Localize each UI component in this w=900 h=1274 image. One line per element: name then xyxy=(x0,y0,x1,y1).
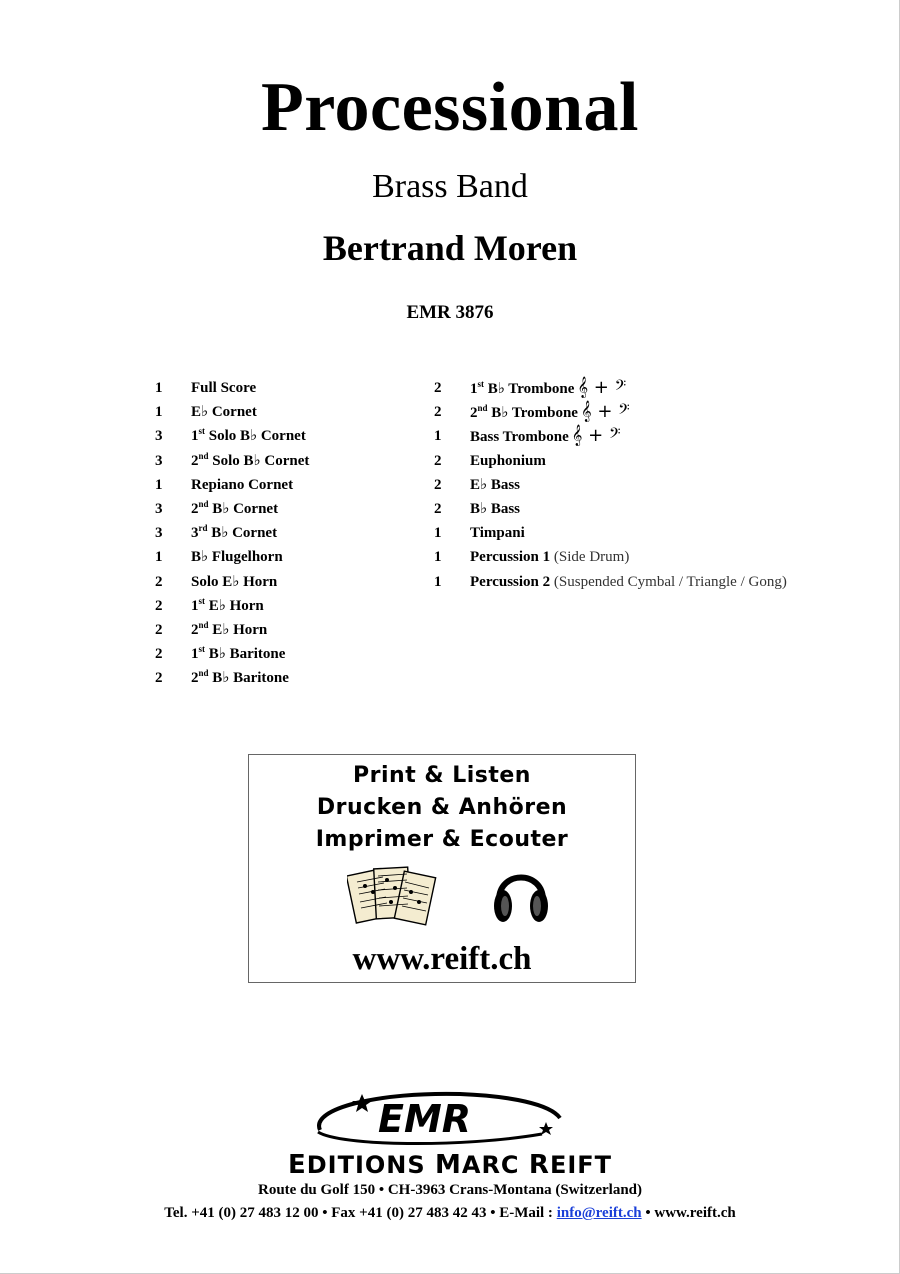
instrument-label xyxy=(470,475,520,495)
instrument-quantity: 3 xyxy=(155,428,163,445)
instrument-label: 3rd B♭ Cornet xyxy=(191,523,278,542)
instrument-row xyxy=(155,451,425,475)
instrument-row xyxy=(155,475,425,499)
instrument-row xyxy=(155,620,425,644)
instrument-label: 2nd B♭ Trombone 𝄞 + 𝄢 xyxy=(470,401,630,423)
instrument-label xyxy=(191,475,293,495)
instrument-label xyxy=(191,402,257,422)
clef-icon: 𝄞 + 𝄢 xyxy=(571,425,621,447)
instrument-label: 2nd B♭ Cornet xyxy=(191,498,279,517)
instrument-label: 2nd B♭ Baritone xyxy=(191,668,289,687)
instrument-name: Solo B♭ Cornet xyxy=(205,428,306,445)
instrument-row xyxy=(155,402,425,426)
instrument-label: 1st B♭ Trombone 𝄞 + 𝄢 xyxy=(470,377,627,398)
instrument-name: B♭ Flugelhorn xyxy=(191,549,283,566)
instrument-quantity: 2 xyxy=(434,404,442,421)
instrument-name: B♭ Trombone xyxy=(484,381,575,397)
promo-line-german: Drucken & Anhören xyxy=(316,795,568,820)
instrument-quantity: 2 xyxy=(434,380,442,396)
instrument-row xyxy=(155,668,425,692)
instrument-label: 1st Solo B♭ Cornet xyxy=(191,426,306,445)
clef-icon: 𝄞 + 𝄢 xyxy=(580,401,630,423)
instrument-row xyxy=(155,644,425,668)
instrument-name: B♭ Trombone xyxy=(487,405,578,422)
page-title: Processional xyxy=(260,69,639,146)
instrument-row xyxy=(155,499,425,523)
instrument-quantity: 2 xyxy=(155,573,163,590)
instrument-quantity: 2 xyxy=(155,597,163,614)
instrument-quantity: 2 xyxy=(434,476,442,493)
instrument-name: Repiano Cornet xyxy=(191,476,294,493)
instrument-row xyxy=(434,475,794,499)
instrument-label xyxy=(470,426,621,447)
instrument-row xyxy=(434,402,794,426)
instrument-label xyxy=(191,572,277,592)
instrument-name: Solo E♭ Horn xyxy=(191,573,278,590)
instrument-label: 1st B♭ Baritone xyxy=(191,644,286,663)
instrument-list-right xyxy=(434,378,794,592)
instrument-quantity: 3 xyxy=(155,525,163,542)
emr-logo xyxy=(310,1088,570,1150)
instrument-name: Solo B♭ Cornet xyxy=(208,452,310,469)
composer-name: Bertrand Moren xyxy=(322,228,578,268)
instrument-row xyxy=(434,523,794,547)
instrument-quantity: 2 xyxy=(155,670,163,687)
instrument-row xyxy=(155,547,425,571)
instrument-name: Euphonium xyxy=(470,452,546,469)
instrument-name: B♭ Baritone xyxy=(208,670,289,687)
instrument-row xyxy=(155,596,425,620)
instrument-label: 1st E♭ Horn xyxy=(191,595,264,614)
promo-line-french: Imprimer & Ecouter xyxy=(315,827,569,852)
instrument-label: 2nd E♭ Horn xyxy=(191,619,268,638)
instrument-name: E♭ Cornet xyxy=(191,404,257,421)
instrument-label xyxy=(470,451,546,471)
instrument-row xyxy=(155,426,425,450)
instrument-name: B♭ Baritone xyxy=(205,646,286,663)
instrument-label xyxy=(191,378,256,398)
instrument-row xyxy=(434,499,794,523)
instrument-row xyxy=(434,426,794,450)
instrument-row xyxy=(434,572,794,592)
publisher-address: Route du Golf 150 • CH-3963 Crans-Montana (Switzerland) xyxy=(258,1182,642,1198)
instrument-row xyxy=(434,451,794,475)
instrument-row xyxy=(155,523,425,547)
clef-icon: 𝄞 + 𝄢 xyxy=(577,377,627,398)
instrument-quantity: 1 xyxy=(155,404,163,421)
emr-logo-text: EMR xyxy=(378,1097,472,1141)
instrument-name: Percussion 2 xyxy=(470,573,551,590)
instrument-name: B♭ Cornet xyxy=(207,525,278,542)
sheet-music-icon xyxy=(347,862,439,932)
instrument-quantity: 2 xyxy=(155,621,163,638)
instrument-quantity: 1 xyxy=(434,549,442,566)
instrument-name: Percussion 1 xyxy=(470,549,551,566)
email-link[interactable]: info@reift.ch xyxy=(556,1205,642,1221)
instrument-name: B♭ Bass xyxy=(470,500,521,517)
instrument-name: E♭ Horn xyxy=(205,597,264,614)
instrument-quantity: 1 xyxy=(434,428,442,445)
instrument-name: B♭ Cornet xyxy=(208,500,279,517)
website-url[interactable]: www.reift.ch xyxy=(352,941,532,977)
promo-icons xyxy=(249,856,635,942)
instrument-label xyxy=(470,572,787,592)
instrument-row xyxy=(434,378,794,402)
instrument-quantity: 2 xyxy=(434,500,442,517)
instrument-quantity: 2 xyxy=(155,646,163,663)
instrument-quantity: 1 xyxy=(155,549,163,566)
instrument-list-left xyxy=(155,378,425,692)
instrument-label xyxy=(470,523,525,543)
instrument-quantity: 3 xyxy=(155,452,163,469)
promo-line-english: Print & Listen xyxy=(353,763,531,788)
instrument-label: 2nd Solo B♭ Cornet xyxy=(191,450,310,469)
publisher-contact: Tel. +41 (0) 27 483 12 00 • Fax +41 (0) 27 483 42 43 • E-Mail : info@reift.ch • www.reift.ch xyxy=(164,1205,736,1221)
instrument-detail: (Side Drum) xyxy=(550,549,630,566)
instrument-quantity: 1 xyxy=(155,476,163,493)
instrument-quantity: 1 xyxy=(434,573,442,590)
instrument-label xyxy=(191,547,283,567)
publisher-name: EDITIONS MARC REIFT xyxy=(287,1150,613,1180)
instrument-label xyxy=(470,499,520,519)
instrument-quantity: 1 xyxy=(434,525,442,542)
catalog-number: EMR 3876 xyxy=(406,302,494,323)
instrument-label xyxy=(470,547,629,567)
ensemble-subtitle: Brass Band xyxy=(372,168,528,205)
instrument-row xyxy=(155,378,425,402)
instrument-name: Bass Trombone xyxy=(470,429,569,446)
instrument-row xyxy=(155,572,425,596)
instrument-name: Full Score xyxy=(191,380,257,396)
instrument-name: E♭ Bass xyxy=(470,476,521,493)
instrument-detail: (Suspended Cymbal / Triangle / Gong) xyxy=(550,573,787,590)
instrument-row xyxy=(434,547,794,571)
instrument-quantity: 1 xyxy=(155,380,163,396)
headphones-icon xyxy=(491,860,551,928)
instrument-name: E♭ Horn xyxy=(208,621,268,638)
instrument-quantity: 3 xyxy=(155,500,163,517)
print-listen-box[interactable] xyxy=(248,754,636,983)
instrument-name: Timpani xyxy=(470,525,525,542)
instrument-quantity: 2 xyxy=(434,452,442,469)
